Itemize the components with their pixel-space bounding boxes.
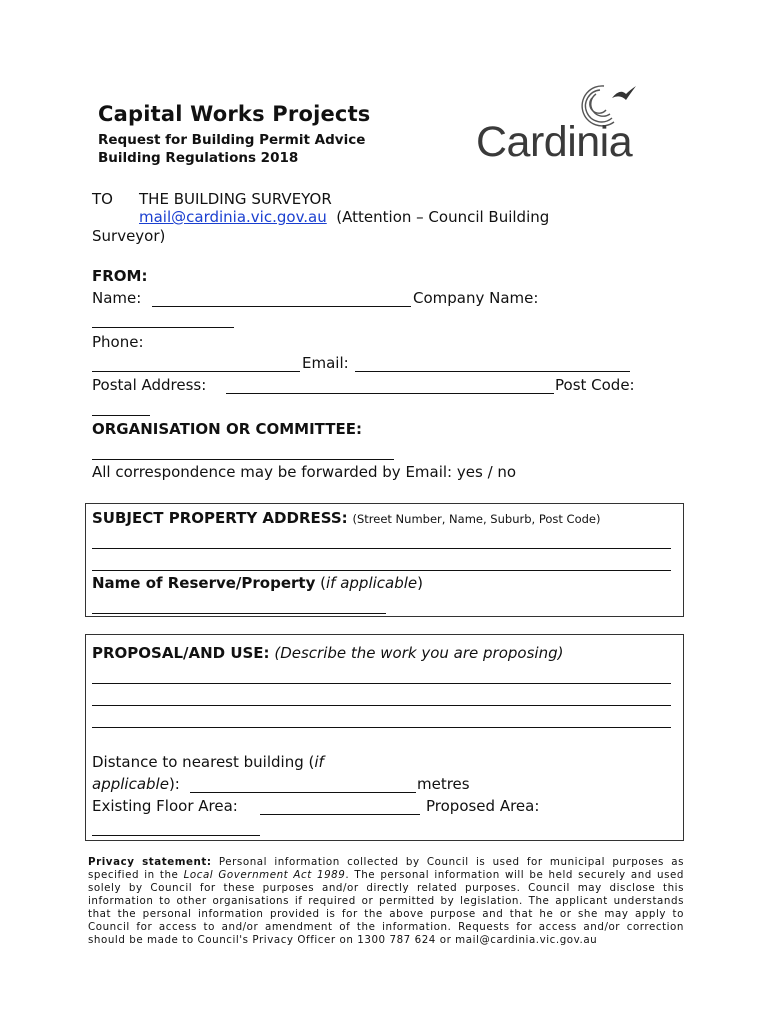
- proposal-hint: (Describe the work you are proposing): [274, 644, 564, 662]
- existing-area-label: Existing Floor Area:: [92, 797, 238, 815]
- metres-label: metres: [417, 775, 470, 793]
- form-subtitle: Request for Building Permit Advice: [98, 132, 366, 148]
- privacy-act: Local Government Act 1989: [183, 869, 346, 881]
- distance-label-end: ):: [168, 775, 180, 793]
- correspondence-text: All correspondence may be forwarded by Email: yes / no: [92, 463, 517, 481]
- reserve-hint-close: ): [417, 574, 424, 592]
- address-line-2[interactable]: [92, 570, 671, 571]
- proposal-line-2[interactable]: [92, 705, 671, 706]
- subject-property-heading: SUBJECT PROPERTY ADDRESS:: [92, 509, 348, 527]
- proposed-area-field[interactable]: [92, 835, 260, 836]
- organisation-field[interactable]: [92, 459, 394, 460]
- email-field[interactable]: [355, 371, 630, 372]
- distance-label: Distance to nearest building (: [92, 753, 315, 771]
- reserve-field[interactable]: [92, 613, 386, 614]
- regulations-subtitle: Building Regulations 2018: [98, 150, 299, 166]
- privacy-statement: [88, 856, 684, 947]
- reserve-hint-open: (: [320, 574, 326, 592]
- email-label: Email:: [302, 354, 349, 372]
- existing-area-field[interactable]: [260, 814, 420, 815]
- name-label: Name:: [92, 289, 142, 307]
- from-heading: FROM:: [92, 267, 148, 285]
- proposal-heading: PROPOSAL/AND USE:: [92, 644, 270, 662]
- privacy-text-1: Personal information collected by Council is used for municipal purposes as specified in the: [88, 856, 684, 881]
- privacy-label: Privacy statement:: [88, 856, 212, 868]
- distance-if: if: [314, 753, 324, 771]
- postal-label: Postal Address:: [92, 376, 207, 394]
- attention-text: (Attention – Council Building: [336, 208, 550, 226]
- distance-field[interactable]: [190, 792, 416, 793]
- phone-label: Phone:: [92, 333, 144, 351]
- address-line-1[interactable]: [92, 548, 671, 549]
- postcode-field[interactable]: [92, 415, 150, 416]
- organisation-label: ORGANISATION OR COMMITTEE:: [92, 420, 362, 438]
- attention-text-cont: Surveyor): [92, 227, 166, 245]
- company-field[interactable]: [92, 327, 234, 328]
- company-label: Company Name:: [413, 289, 539, 307]
- cardinia-logo: Cardinia: [476, 118, 633, 166]
- postcode-label: Post Code:: [555, 376, 635, 394]
- reserve-hint: if applicable: [326, 574, 418, 592]
- distance-applicable: applicable: [92, 775, 169, 793]
- postal-address-field[interactable]: [226, 393, 554, 394]
- name-field[interactable]: [152, 306, 411, 307]
- to-label: TO: [92, 190, 113, 208]
- subject-property-hint: (Street Number, Name, Suburb, Post Code): [352, 512, 601, 526]
- privacy-text-2: . The personal information will be held securely and used solely by Council for these purposes and/or directly related purposes. Council may disclose this information to other organisations if required or permitted by legislation. The applicant understands that the personal information provided is for the above purpose and that he or she may apply to Council for access to and/or amendment of the information. Requests for access and/or correction should be made to Council's Privacy Officer on 1300 787 624 or mail@cardinia.vic.gov.au: [88, 869, 685, 946]
- recipient: THE BUILDING SURVEYOR: [139, 190, 332, 208]
- phone-field[interactable]: [92, 371, 300, 372]
- proposed-area-label: Proposed Area:: [426, 797, 540, 815]
- reserve-label: Name of Reserve/Property: [92, 574, 316, 592]
- surveyor-email-link[interactable]: mail@cardinia.vic.gov.au: [139, 208, 327, 226]
- proposal-line-3[interactable]: [92, 727, 671, 728]
- proposal-line-1[interactable]: [92, 683, 671, 684]
- page-title: Capital Works Projects: [98, 102, 371, 126]
